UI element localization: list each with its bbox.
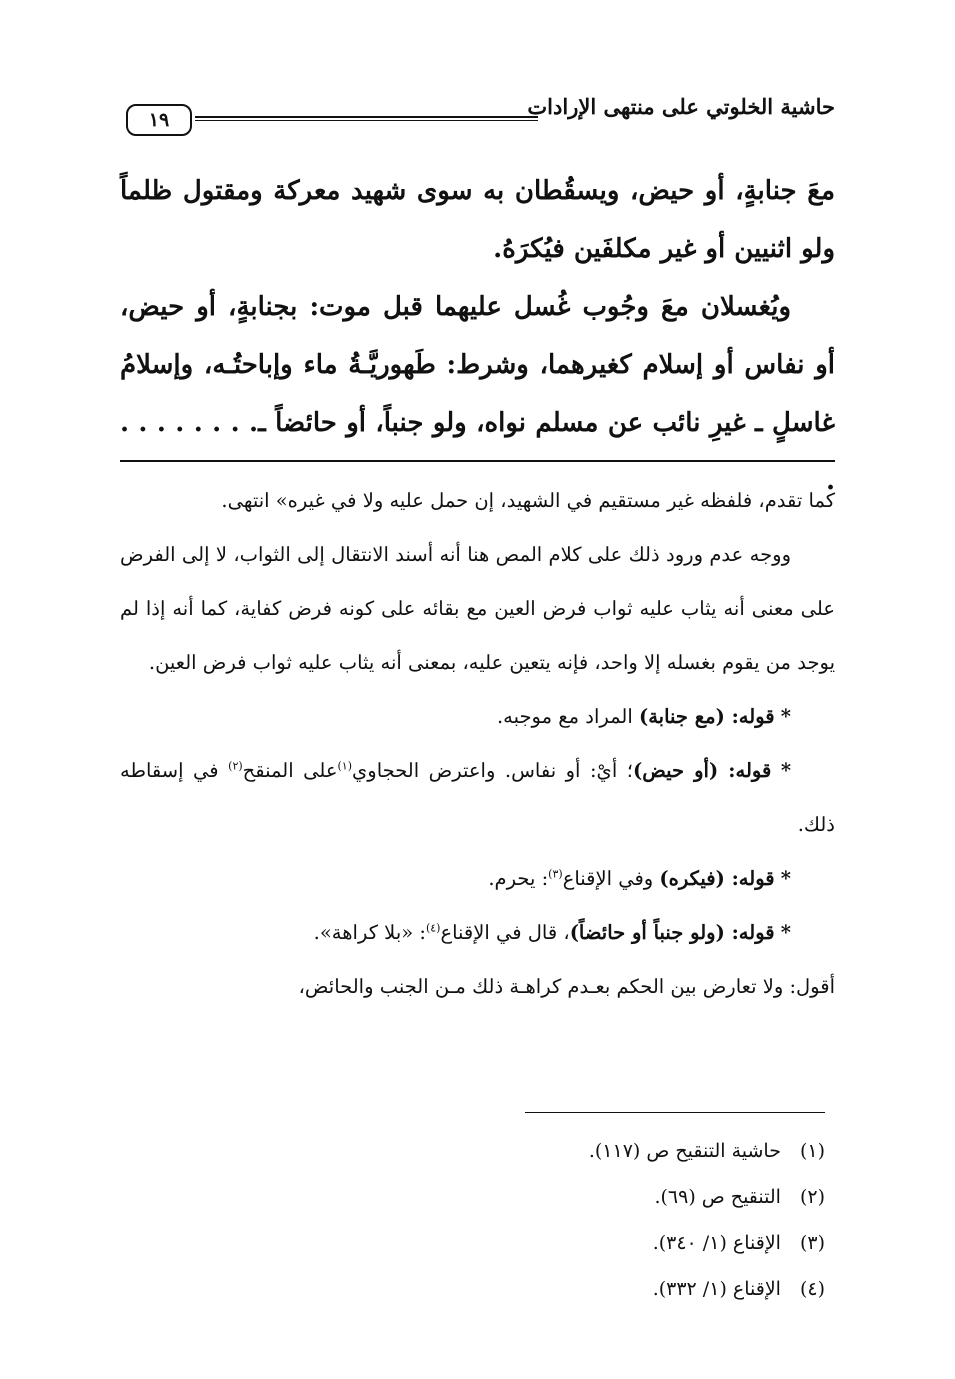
footnote-number: (٤) bbox=[799, 1278, 825, 1300]
footnote-text: الإقناع (١/ ٣٤٠). bbox=[652, 1232, 781, 1254]
commentary-paragraph: كما تقدم، فلفظه غير مستقيم في الشهيد، إن حمل عليه ولا في غيره» انتهى. bbox=[221, 489, 835, 512]
entry-lead: قوله: (فيكره) bbox=[659, 867, 775, 890]
footnote-item bbox=[125, 1220, 825, 1266]
commentary-text bbox=[120, 474, 835, 1014]
footnote-text: حاشية التنقيح ص (١١٧). bbox=[588, 1140, 781, 1162]
entry-lead: قوله: (أو حيض) bbox=[632, 759, 772, 782]
header-rule bbox=[195, 116, 538, 121]
star-marker: * bbox=[780, 705, 791, 728]
entry-text: : «بلا كراهة». bbox=[313, 921, 426, 944]
entry-text: ، قال في الإقناع bbox=[440, 921, 570, 944]
entry-text: وفي الإقناع bbox=[562, 867, 660, 890]
footnote-item bbox=[125, 1128, 825, 1174]
footnote-item bbox=[125, 1266, 825, 1312]
footnote-divider bbox=[525, 1112, 825, 1113]
entry-text: في إسقاطه ذلك. bbox=[120, 759, 835, 836]
star-marker: * bbox=[780, 867, 791, 890]
commentary-entry bbox=[120, 852, 835, 906]
footnote-item bbox=[125, 1174, 825, 1220]
footnote-ref[interactable]: (١) bbox=[337, 759, 353, 773]
footnote-number: (٣) bbox=[799, 1232, 825, 1254]
star-marker: * bbox=[780, 921, 791, 944]
main-text bbox=[120, 162, 835, 510]
commentary-entry bbox=[120, 690, 835, 744]
commentary-paragraph: ووجه عدم ورود ذلك على كلام المص هنا أنه أسند الانتقال إلى الثواب، لا إلى الفرض على معنى أنه يثاب عليه ثواب فرض العين مع بقائه على كونه فرض كفاية، كما أنه إذا لم يوجد من يقوم بغسله إلا واحد، فإنه يتعين عليه، بمعنى أنه يثاب عليه ثواب فرض العين. bbox=[120, 543, 835, 674]
entry-text: : يحرم. bbox=[488, 867, 549, 890]
footnote-text: التنقيح ص (٦٩). bbox=[654, 1186, 781, 1208]
commentary-entry bbox=[120, 744, 835, 852]
entry-text: على المنقح bbox=[242, 759, 338, 782]
commentary-paragraph: أقول: ولا تعارض بين الحكم بعـدم كراهـة ذلك مـن الجنب والحائض، bbox=[298, 975, 835, 998]
footnote-number: (٢) bbox=[799, 1186, 825, 1208]
footnote-ref[interactable]: (٣) bbox=[548, 867, 563, 881]
entry-text: ؛ أيْ: أو نفاس. واعترض الحجاوي bbox=[352, 759, 633, 782]
footnote-ref[interactable]: (٢) bbox=[228, 759, 243, 773]
entry-lead: قوله: (مع جنابة) bbox=[638, 705, 775, 728]
commentary-entry bbox=[120, 906, 835, 960]
running-header-title: حاشية الخلوتي على منتهى الإرادات bbox=[527, 94, 835, 119]
main-text-divider bbox=[120, 460, 835, 462]
footnotes bbox=[125, 1128, 825, 1312]
entry-text: المراد مع موجبه. bbox=[496, 705, 639, 728]
footnote-number: (١) bbox=[799, 1140, 825, 1162]
main-paragraph: ويُغسلان معَ وجُوب غُسل عليهما قبل موت: بجنابةٍ، أو حيض، أو نفاس أو إسلام كغيرهما، وشرط: طَهوريَّـةُ ماء وإباحتُـه، وإسلامُ غاسلٍ ـ غيرِ نائب عن مسلم نواه، ولو جنباً، أو حائضاً ـ. . . . . . . . . bbox=[120, 292, 835, 496]
footnote-ref[interactable]: (٤) bbox=[425, 921, 441, 935]
star-marker: * bbox=[780, 759, 792, 782]
entry-lead: قوله: (ولو جنباً أو حائضاً) bbox=[569, 921, 775, 944]
footnote-text: الإقناع (١/ ٣٣٢). bbox=[652, 1278, 781, 1300]
page-number: ١٩ bbox=[126, 104, 192, 136]
main-paragraph: معَ جنابةٍ، أو حيض، ويسقُطان به سوى شهيد معركة ومقتول ظلماً ولو اثنيين أو غير مكلفَين فيُكرَهُ. bbox=[120, 176, 835, 264]
